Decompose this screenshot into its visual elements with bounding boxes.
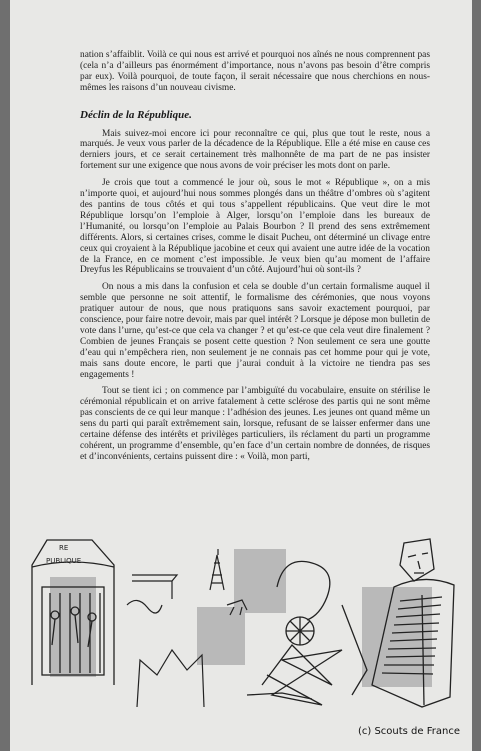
sign-text-1: RE (59, 544, 69, 552)
credit-text: (c) Scouts de France (357, 726, 460, 737)
page (10, 0, 472, 751)
body-paragraph: On nous a mis dans la confusion et cela se double d’un certain formalisme auquel il semble que personne ne soit attentif, le formalisme des cérémonies, que nous voyons pratiquer autour de nous, que nous pratiquons sans savoir exactement pourquoi, par conscience, pour faire notre devoir, mais par quel intérêt ? Lorsque je dépose mon bulletin de vote dans l’urne, qu’est-ce que cela va changer ? et qu’est-ce que cela veut dire finalement ? Combien de jeunes Français se posent cette question ? Non seulement ce sera une goutte d’eau qui n’empêchera rien, non seulement je ne connais pas cet homme pour qui je vote, mais sans doute encore, le parti que j’aurai conduit à la victoire ne tiendra pas ses engagements ! (80, 282, 430, 380)
text-column (80, 50, 430, 469)
body-paragraph: Mais suivez-moi encore ici pour reconnaître ce qui, plus que tout le reste, nous a marqués. Je veux vous parler de la décadence de la République. Elle a été mise en cause ces derniers jours, et ce serait certainement très malhonnête de ma part de ne pas insister fortement sur une exigence que nous avons de voir préciser les mots dont on parle. (80, 128, 430, 172)
section-title: Déclin de la République. (80, 108, 192, 121)
body-paragraph: Tout se tient ici ; on commence par l’ambiguïté du vocabulaire, ensuite on stérilise le cérémonial républicain et on arrive fatalement à cette sclérose des partis qui ne sont même pas conscients de ce qui leur manque : l’adhésion des jeunes. Les jeunes ont quand même un sens du parti qui paraît extrêmement sain, lorsque, refusant de se laisser enfermer dans une certaine défense des intérêts et privilèges particuliers, ils réclament du parti un programme cohérent, un programme d’ensemble, qu’en face d’un certain nombre de données, de risques et d’inconvénients, certains puissent dire : « Voilà, mon parti, (80, 386, 430, 462)
sign-text-2: PUBLIQUE (46, 557, 82, 565)
intro-paragraph: nation s’affaiblit. Voilà ce qui nous est arrivé et pourquoi nos aînés ne nous comprennent pas (cela n’a d’ailleurs pas énormément d’importance, nous n’avons pas besoin d’être compris par eux). Voilà pourquoi, de toute façon, il serait nécessaire que nous cherchions en nous-mêmes les raisons d’un nouveau civisme. (80, 50, 430, 93)
body-paragraph: Je crois que tout a commencé le jour où, sous le mot « République », on a mis n’importe quoi, et aujourd’hui nous sommes plongés dans un théâtre d’ombres où s’agitent des pantins de tous côtés et qui tous s’appellent républicains. Que veut dire le mot République lorsqu’on l’emploie à Alger, lorsqu’on l’emploie dans les bureaux de l’Humanité, ou lorsqu’on l’emploie au Palais Bourbon ? Il prend des sens extrêmement différents. Alors, si certaines crises, comme le disait Pucheu, ont déterminé un clivage entre ceux qui croyaient à la République jacobine et ceux qui avaient une autre idée de la vocation de la France, en ce moment c’est impossible. Je veux bien qu’au moment de l’affaire Dreyfus les Républicains se trouvaient d’un côté. Aujourd’hui où sont-ils ? (80, 178, 430, 276)
illustration (22, 535, 462, 710)
